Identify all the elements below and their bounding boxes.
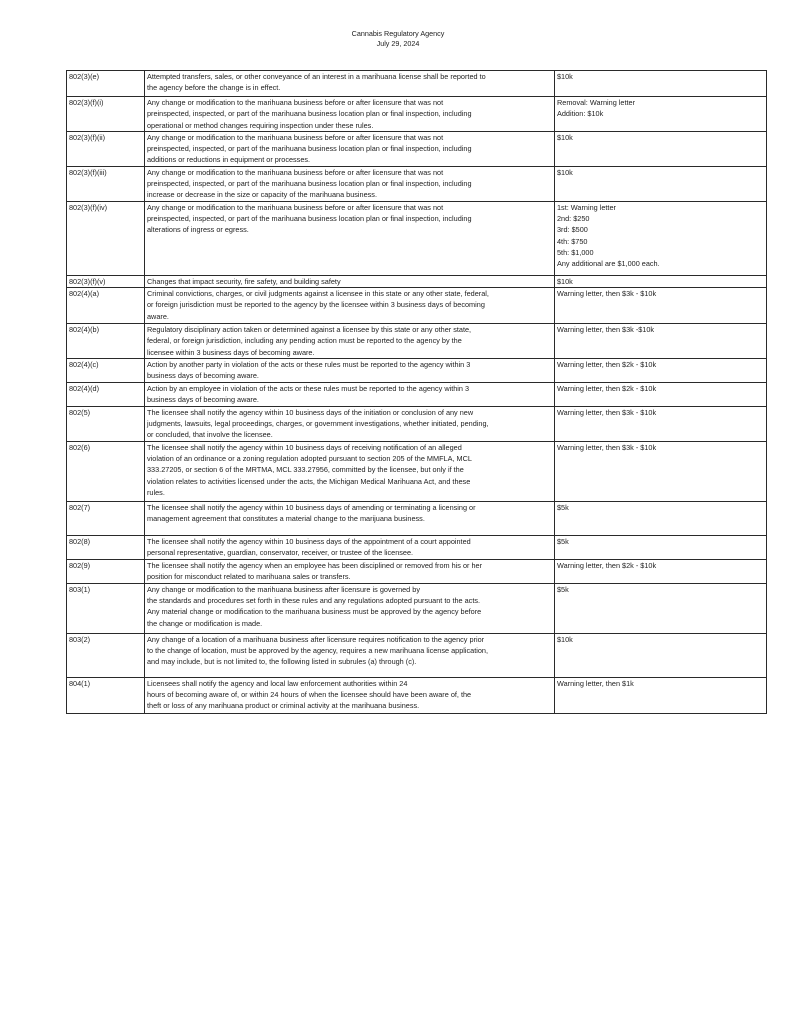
penalty-cell xyxy=(555,131,767,166)
rule-cell xyxy=(67,535,145,559)
penalty-line: 2nd: $250 xyxy=(557,213,590,223)
penalty-line: Warning letter, then $2k - $10k xyxy=(557,383,657,393)
table-row xyxy=(67,287,767,323)
rule-number: 802(9) xyxy=(69,560,91,570)
description-line: violation of an ordinance or a zoning regulation adopted pursuant to section 205 of the MMFLA, MCL xyxy=(147,454,472,464)
rule-cell xyxy=(67,275,145,287)
rule-number: 802(3)(f)(iv) xyxy=(69,202,108,212)
description-line: and may include, but is not limited to, the following listed in subrules (a) through (c). xyxy=(147,657,417,667)
table-row xyxy=(67,131,767,166)
description-line: increase or decrease in the size or capacity of the marihuana business. xyxy=(147,190,377,200)
description-line: judgments, lawsuits, legal proceedings, charges, or government investigations, whether initiated, pending, xyxy=(147,419,489,429)
description-line: the agency before the change is in effect. xyxy=(147,83,281,93)
description-line: Any change or modification to the marihuana business after licensure is governed by xyxy=(147,584,420,594)
penalty-cell xyxy=(555,287,767,323)
penalty-line: Warning letter, then $2k - $10k xyxy=(557,359,657,369)
description-cell xyxy=(145,166,555,201)
description-line: management agreement that constitutes a material change to the marijuana business. xyxy=(147,514,425,524)
description-cell xyxy=(145,501,555,535)
description-line: violation relates to activities licensed under the acts, the Michigan Medical Marihuana Act, and these xyxy=(147,476,471,486)
penalty-line: $10k xyxy=(557,72,573,81)
description-cell xyxy=(145,358,555,382)
description-line: additions or reductions in equipment or processes. xyxy=(147,155,311,165)
description-line: the change or modification is made. xyxy=(147,618,263,628)
description-line: Attempted transfers, sales, or other conveyance of an interest in a marihuana license shall be reported to xyxy=(147,72,486,81)
description-line: Any material change or modification to the marihuana business must be approved by the agency before xyxy=(147,607,482,617)
description-line: Any change or modification to the marihuana business before or after licensure that was not xyxy=(147,132,444,142)
penalty-line: Any additional are $1,000 each. xyxy=(557,259,660,269)
rule-number: 802(3)(f)(iii) xyxy=(69,167,107,177)
rule-cell xyxy=(67,382,145,406)
description-line: The licensee shall notify the agency within 10 business days of the initiation or conclusion of any new xyxy=(147,407,474,417)
penalty-line: Warning letter, then $1k xyxy=(557,678,634,688)
description-line: Action by another party in violation of the acts or these rules must be reported to the agency within 3 xyxy=(147,359,471,369)
rule-cell xyxy=(67,97,145,132)
penalty-line: Removal: Warning letter xyxy=(557,98,635,107)
rule-cell xyxy=(67,677,145,713)
description-line: personal representative, guardian, conservator, receiver, or trustee of the licensee. xyxy=(147,548,414,558)
table-row xyxy=(67,71,767,97)
rule-number: 802(4)(b) xyxy=(69,324,100,334)
page-header xyxy=(0,29,796,49)
description-line: preinspected, inspected, or part of the marihuana business location plan or final inspection, including xyxy=(147,179,472,189)
table-row xyxy=(67,275,767,287)
penalty-cell xyxy=(555,406,767,441)
penalty-line: Warning letter, then $3k - $10k xyxy=(557,442,657,452)
agency-name: Cannabis Regulatory Agency xyxy=(351,29,445,38)
description-line: business days of becoming aware. xyxy=(147,371,259,381)
rule-number: 802(6) xyxy=(69,442,91,452)
penalty-line: 4th: $750 xyxy=(557,236,588,246)
rule-cell xyxy=(67,406,145,441)
description-line: operational or method changes requiring inspection under these rules. xyxy=(147,120,374,130)
penalty-line: Warning letter, then $2k - $10k xyxy=(557,560,657,570)
description-line: federal, or foreign jurisdiction, including any pending action must be reported to the agency by the xyxy=(147,336,462,346)
description-line: Any change of a location of a marihuana business after licensure requires notification to the agency prior xyxy=(147,634,485,644)
description-cell xyxy=(145,441,555,501)
penalty-line: $5k xyxy=(557,536,569,546)
penalty-cell xyxy=(555,441,767,501)
penalty-line: Warning letter, then $3k -$10k xyxy=(557,324,655,334)
description-line: Licensees shall notify the agency and local law enforcement authorities within 24 xyxy=(147,678,408,688)
description-line: Criminal convictions, charges, or civil judgments against a licensee in this state or any other state, federal, xyxy=(147,288,489,298)
table-row xyxy=(67,323,767,358)
penalty-cell xyxy=(555,166,767,201)
description-line: or concluded, that involve the licensee. xyxy=(147,430,273,440)
description-cell xyxy=(145,97,555,132)
rule-cell xyxy=(67,287,145,323)
description-line: The licensee shall notify the agency within 10 business days of receiving notification of an alleged xyxy=(147,442,462,452)
rule-cell xyxy=(67,323,145,358)
description-line: Any change or modification to the marihuana business before or after licensure that was not xyxy=(147,202,444,212)
description-line: theft or loss of any marihuana product or criminal activity at the marihuana business. xyxy=(147,701,420,711)
rule-number: 803(2) xyxy=(69,634,91,644)
description-line: Any change or modification to the marihuana business before or after licensure that was not xyxy=(147,167,444,177)
penalty-line: $10k xyxy=(557,167,573,177)
rule-number: 802(8) xyxy=(69,536,91,546)
penalty-cell xyxy=(555,275,767,287)
rule-number: 802(4)(a) xyxy=(69,288,100,298)
penalty-line: Warning letter, then $3k - $10k xyxy=(557,407,657,417)
description-cell xyxy=(145,583,555,633)
rule-number: 802(5) xyxy=(69,407,91,417)
rule-cell xyxy=(67,131,145,166)
rule-cell xyxy=(67,501,145,535)
description-line: Action by an employee in violation of the acts or these rules must be reported to the agency within 3 xyxy=(147,383,470,393)
table-row xyxy=(67,382,767,406)
penalty-line: Warning letter, then $3k - $10k xyxy=(557,288,657,298)
description-line: preinspected, inspected, or part of the marihuana business location plan or final inspection, including xyxy=(147,213,472,223)
penalty-cell xyxy=(555,633,767,677)
table-row xyxy=(67,441,767,501)
description-cell xyxy=(145,382,555,406)
penalty-cell xyxy=(555,97,767,132)
description-line: The licensee shall notify the agency within 10 business days of the appointment of a court appointed xyxy=(147,536,471,546)
rule-number: 802(4)(d) xyxy=(69,383,100,393)
description-line: alterations of ingress or egress. xyxy=(147,225,249,235)
table-row xyxy=(67,633,767,677)
rule-cell xyxy=(67,633,145,677)
rule-cell xyxy=(67,201,145,275)
table-row xyxy=(67,358,767,382)
description-line: to the change of location, must be approved by the agency, requires a new marihuana license application, xyxy=(147,646,489,656)
table-row xyxy=(67,535,767,559)
rule-cell xyxy=(67,441,145,501)
rule-number: 802(3)(f)(i) xyxy=(69,98,104,107)
description-cell xyxy=(145,275,555,287)
penalty-line: $5k xyxy=(557,584,569,594)
rule-cell xyxy=(67,583,145,633)
rule-cell xyxy=(67,559,145,583)
description-line: or foreign jurisdiction must be reported to the agency by the licensee within 3 business days of becoming xyxy=(147,300,485,310)
penalty-cell xyxy=(555,583,767,633)
penalty-cell xyxy=(555,535,767,559)
penalty-cell xyxy=(555,501,767,535)
table-row xyxy=(67,501,767,535)
rule-number: 802(7) xyxy=(69,502,91,512)
penalty-line: 1st: Warning letter xyxy=(557,202,616,212)
penalty-cell xyxy=(555,382,767,406)
description-line: hours of becoming aware of, or within 24 hours of when the licensee should have been aware of, the xyxy=(147,690,472,700)
description-line: 333.27205, or section 6 of the MRTMA, MCL 333.27956, committed by the licensee, but only if the xyxy=(147,465,464,475)
description-line: Any change or modification to the marihuana business before or after licensure that was not xyxy=(147,98,444,107)
table-row xyxy=(67,97,767,132)
description-cell xyxy=(145,677,555,713)
description-line: position for misconduct related to marihuana sales or transfers. xyxy=(147,572,351,582)
penalty-line: $10k xyxy=(557,132,573,142)
table-row xyxy=(67,583,767,633)
violations-table xyxy=(66,70,767,714)
description-line: The licensee shall notify the agency within 10 business days of amending or terminating a licensing or xyxy=(147,502,476,512)
description-line: Regulatory disciplinary action taken or determined against a licensee by this state or any other state, xyxy=(147,324,472,334)
rule-cell xyxy=(67,71,145,97)
description-line: business days of becoming aware. xyxy=(147,395,259,405)
penalty-line: $5k xyxy=(557,502,569,512)
description-cell xyxy=(145,323,555,358)
rule-number: 802(3)(e) xyxy=(69,72,100,81)
table-row xyxy=(67,559,767,583)
penalty-line: $10k xyxy=(557,634,573,644)
rule-cell xyxy=(67,166,145,201)
rule-number: 803(1) xyxy=(69,584,91,594)
description-cell xyxy=(145,71,555,97)
description-line: preinspected, inspected, or part of the marihuana business location plan or final inspection, including xyxy=(147,144,472,154)
penalty-cell xyxy=(555,559,767,583)
penalty-line: Addition: $10k xyxy=(557,109,604,119)
table-row xyxy=(67,677,767,713)
description-line: Changes that impact security, fire safety, and building safety xyxy=(147,276,341,286)
rule-number: 802(3)(f)(v) xyxy=(69,276,106,286)
penalty-cell xyxy=(555,323,767,358)
description-cell xyxy=(145,131,555,166)
description-cell xyxy=(145,633,555,677)
table-row xyxy=(67,406,767,441)
rule-number: 802(4)(c) xyxy=(69,359,99,369)
description-cell xyxy=(145,201,555,275)
description-line: rules. xyxy=(147,487,165,497)
description-cell xyxy=(145,287,555,323)
description-line: licensee within 3 business days of becoming aware. xyxy=(147,347,315,357)
description-cell xyxy=(145,535,555,559)
description-line: aware. xyxy=(147,311,169,321)
description-line: the standards and procedures set forth in these rules and any regulations adopted pursuant to the acts. xyxy=(147,596,481,606)
penalty-line: $10k xyxy=(557,276,573,286)
penalty-cell xyxy=(555,201,767,275)
rule-number: 804(1) xyxy=(69,678,91,688)
penalty-cell xyxy=(555,677,767,713)
penalty-cell xyxy=(555,71,767,97)
penalty-cell xyxy=(555,358,767,382)
penalty-line: 3rd: $500 xyxy=(557,225,588,235)
description-line: The licensee shall notify the agency when an employee has been disciplined or removed from his or her xyxy=(147,560,483,570)
description-cell xyxy=(145,559,555,583)
table-row xyxy=(67,166,767,201)
table-row xyxy=(67,201,767,275)
description-cell xyxy=(145,406,555,441)
document-date: July 29, 2024 xyxy=(376,39,420,48)
description-line: preinspected, inspected, or part of the marihuana business location plan or final inspection, including xyxy=(147,109,472,119)
penalty-line: 5th: $1,000 xyxy=(557,247,594,257)
rule-number: 802(3)(f)(ii) xyxy=(69,132,106,142)
rule-cell xyxy=(67,358,145,382)
